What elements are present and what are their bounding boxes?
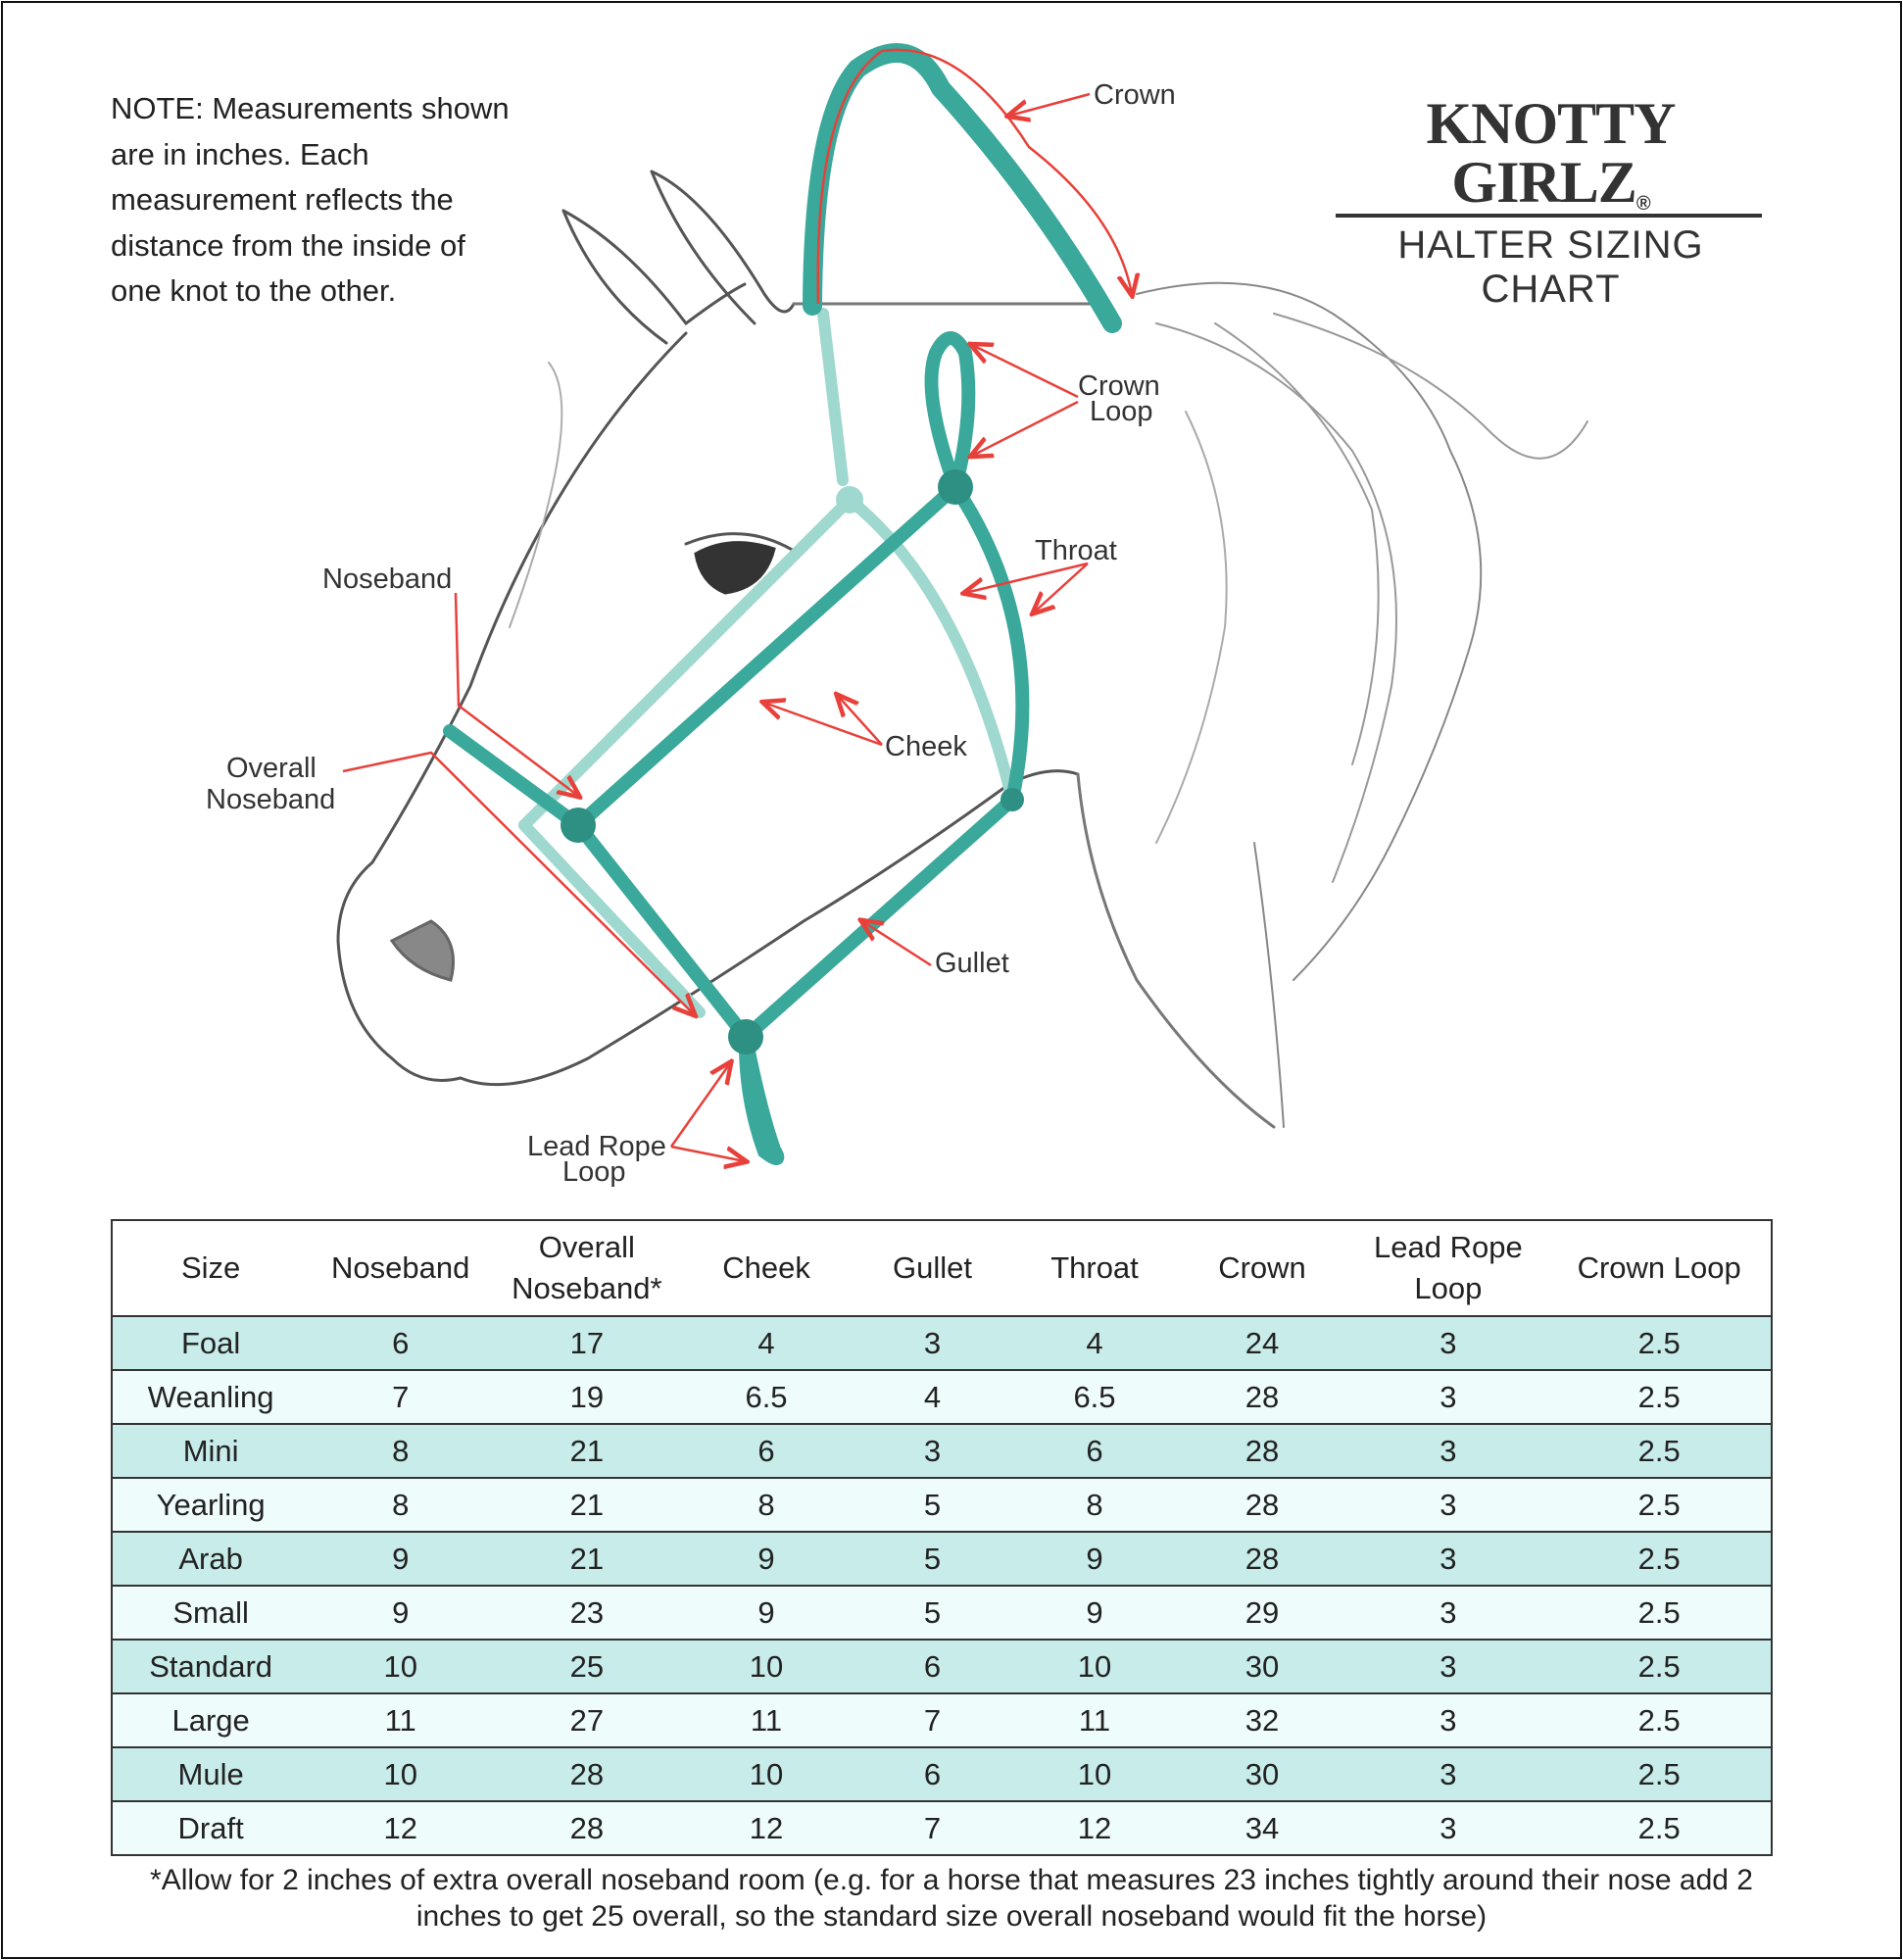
measurement-cell: 8 xyxy=(1013,1478,1175,1532)
measurement-cell: 23 xyxy=(492,1586,681,1640)
column-header: Noseband xyxy=(309,1220,492,1316)
registered-mark: ® xyxy=(1635,193,1650,215)
measurement-cell: 7 xyxy=(852,1801,1014,1855)
measurement-cell: 28 xyxy=(1176,1370,1349,1424)
column-header: Crown xyxy=(1176,1220,1349,1316)
measurement-cell: 2.5 xyxy=(1547,1478,1772,1532)
measurement-cell: 3 xyxy=(852,1316,1014,1370)
measurement-cell: 2.5 xyxy=(1547,1532,1772,1586)
measurement-cell: 24 xyxy=(1176,1316,1349,1370)
measurement-cell: 6 xyxy=(1013,1424,1175,1478)
measurement-cell: 12 xyxy=(1013,1801,1175,1855)
measurement-cell: 29 xyxy=(1176,1586,1349,1640)
measurement-cell: 28 xyxy=(492,1747,681,1801)
measurement-cell: 6 xyxy=(682,1424,852,1478)
table-header-row xyxy=(112,1220,1772,1316)
table-row xyxy=(112,1586,1772,1640)
measurement-cell: 2.5 xyxy=(1547,1586,1772,1640)
measurement-cell: 34 xyxy=(1176,1801,1349,1855)
label-cheek: Cheek xyxy=(885,731,967,762)
measurement-cell: 4 xyxy=(852,1370,1014,1424)
measurement-cell: 3 xyxy=(1348,1424,1547,1478)
size-cell: Arab xyxy=(112,1532,309,1586)
table-row xyxy=(112,1532,1772,1586)
chart-title: HALTER SIZING CHART xyxy=(1397,223,1704,311)
measurement-cell: 10 xyxy=(309,1640,492,1693)
measurement-cell: 27 xyxy=(492,1693,681,1747)
measurement-cell: 5 xyxy=(852,1586,1014,1640)
label-overall-noseband-line1: Overall xyxy=(226,753,317,784)
measurement-cell: 4 xyxy=(1013,1316,1175,1370)
column-header: Throat xyxy=(1013,1220,1175,1316)
size-cell: Mule xyxy=(112,1747,309,1801)
measurement-cell: 12 xyxy=(682,1801,852,1855)
label-lead-rope-loop-line2: Loop xyxy=(562,1156,626,1188)
measurement-cell: 6.5 xyxy=(1013,1370,1175,1424)
measurement-cell: 30 xyxy=(1176,1747,1349,1801)
measurement-cell: 32 xyxy=(1176,1693,1349,1747)
measurement-cell: 6.5 xyxy=(682,1370,852,1424)
label-crown-loop-line2: Loop xyxy=(1090,396,1153,427)
measurement-cell: 11 xyxy=(1013,1693,1175,1747)
column-header: Overall Noseband* xyxy=(492,1220,681,1316)
measurement-cell: 10 xyxy=(682,1640,852,1693)
measurement-cell: 8 xyxy=(309,1478,492,1532)
label-noseband: Noseband xyxy=(322,564,453,595)
measurement-cell: 10 xyxy=(1013,1747,1175,1801)
measurement-cell: 6 xyxy=(852,1747,1014,1801)
size-cell: Small xyxy=(112,1586,309,1640)
table-row xyxy=(112,1640,1772,1693)
size-cell: Yearling xyxy=(112,1478,309,1532)
measurement-cell: 12 xyxy=(309,1801,492,1855)
measurement-cell: 9 xyxy=(309,1586,492,1640)
column-header: Lead Rope Loop xyxy=(1348,1220,1547,1316)
measurement-cell: 3 xyxy=(1348,1586,1547,1640)
measurement-cell: 3 xyxy=(1348,1640,1547,1693)
measurement-cell: 28 xyxy=(492,1801,681,1855)
measurement-cell: 9 xyxy=(1013,1586,1175,1640)
measurement-cell: 9 xyxy=(309,1532,492,1586)
measurement-cell: 3 xyxy=(1348,1801,1547,1855)
halter-rope xyxy=(450,53,1112,1158)
table-row xyxy=(112,1424,1772,1478)
measurement-cell: 11 xyxy=(309,1693,492,1747)
table-row xyxy=(112,1370,1772,1424)
table-row xyxy=(112,1801,1772,1855)
label-crown: Crown xyxy=(1094,79,1176,111)
measurement-cell: 28 xyxy=(1176,1532,1349,1586)
footnote: *Allow for 2 inches of extra overall noseband room (e.g. for a horse that measures 23 inches tightly around their nose add 2 inches to get 25 overall, so the standard size overall noseband would fit the horse) xyxy=(150,1864,1753,1933)
measurement-cell: 3 xyxy=(1348,1747,1547,1801)
measurement-cell: 3 xyxy=(1348,1693,1547,1747)
measurement-cell: 10 xyxy=(1013,1640,1175,1693)
measurement-note: NOTE: Measurements shown are in inches. Each measurement reflects the distance from the inside of one knot to the other. xyxy=(111,91,510,308)
measurement-cell: 6 xyxy=(852,1640,1014,1693)
measurement-cell: 8 xyxy=(682,1478,852,1532)
measurement-cell: 8 xyxy=(309,1424,492,1478)
measurement-cell: 10 xyxy=(682,1747,852,1801)
measurement-cell: 9 xyxy=(1013,1532,1175,1586)
measurement-cell: 21 xyxy=(492,1478,681,1532)
measurement-cell: 30 xyxy=(1176,1640,1349,1693)
size-cell: Weanling xyxy=(112,1370,309,1424)
measurement-cell: 9 xyxy=(682,1532,852,1586)
measurement-cell: 2.5 xyxy=(1547,1801,1772,1855)
size-cell: Foal xyxy=(112,1316,309,1370)
measurement-cell: 28 xyxy=(1176,1478,1349,1532)
measurement-cell: 2.5 xyxy=(1547,1640,1772,1693)
measurement-cell: 28 xyxy=(1176,1424,1349,1478)
label-crown-loop-line1: Crown xyxy=(1078,370,1160,402)
measurement-cell: 6 xyxy=(309,1316,492,1370)
measurement-cell: 2.5 xyxy=(1547,1316,1772,1370)
measurement-cell: 7 xyxy=(852,1693,1014,1747)
measurement-cell: 10 xyxy=(309,1747,492,1801)
measurement-cell: 2.5 xyxy=(1547,1747,1772,1801)
column-header: Cheek xyxy=(682,1220,852,1316)
measurement-cell: 3 xyxy=(852,1424,1014,1478)
label-overall-noseband-line2: Noseband xyxy=(206,784,336,815)
measurement-cell: 2.5 xyxy=(1547,1370,1772,1424)
measurement-cell: 3 xyxy=(1348,1316,1547,1370)
measurement-cell: 5 xyxy=(852,1478,1014,1532)
measurement-cell: 11 xyxy=(682,1693,852,1747)
measurement-cell: 3 xyxy=(1348,1370,1547,1424)
table-row xyxy=(112,1316,1772,1370)
column-header: Size xyxy=(112,1220,309,1316)
measurement-cell: 21 xyxy=(492,1424,681,1478)
size-cell: Standard xyxy=(112,1640,309,1693)
measurement-cell: 2.5 xyxy=(1547,1424,1772,1478)
size-cell: Large xyxy=(112,1693,309,1747)
measurement-cell: 5 xyxy=(852,1532,1014,1586)
measurement-cell: 17 xyxy=(492,1316,681,1370)
label-throat: Throat xyxy=(1035,535,1117,566)
label-gullet: Gullet xyxy=(935,948,1009,979)
sizing-table xyxy=(111,1219,1773,1856)
measurement-cell: 2.5 xyxy=(1547,1693,1772,1747)
measurement-cell: 7 xyxy=(309,1370,492,1424)
size-cell: Draft xyxy=(112,1801,309,1855)
measurement-cell: 4 xyxy=(682,1316,852,1370)
column-header: Crown Loop xyxy=(1547,1220,1772,1316)
measurement-cell: 21 xyxy=(492,1532,681,1586)
label-lead-rope-loop-line1: Lead Rope xyxy=(527,1131,666,1162)
measurement-cell: 3 xyxy=(1348,1532,1547,1586)
table-row xyxy=(112,1693,1772,1747)
column-header: Gullet xyxy=(852,1220,1014,1316)
table-row xyxy=(112,1478,1772,1532)
size-cell: Mini xyxy=(112,1424,309,1478)
measurement-cell: 19 xyxy=(492,1370,681,1424)
measurement-cell: 25 xyxy=(492,1640,681,1693)
table-row xyxy=(112,1747,1772,1801)
measurement-cell: 3 xyxy=(1348,1478,1547,1532)
brand-name: KNOTTY GIRLZ xyxy=(1426,91,1676,215)
measurement-cell: 9 xyxy=(682,1586,852,1640)
